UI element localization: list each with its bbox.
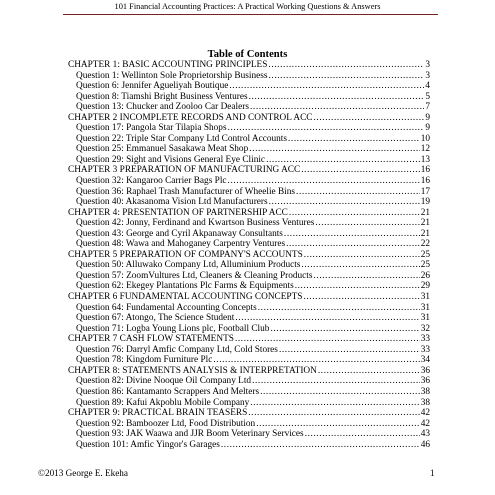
toc-entry-page: 26 [420,270,430,281]
toc-entry-label: Question 36: Raphael Trash Manufacturer of Wheelie Bins [76,186,296,197]
dot-leader [304,250,420,261]
toc-entry-page: 34 [420,355,430,366]
running-header: 101 Financial Accounting Practices: A Practical Working Questions & Answers [114,2,381,11]
toc-question-entry[interactable] [68,176,430,187]
toc-entry-page: 33 [420,344,430,355]
dot-leader [289,208,420,219]
toc-chapter-entry[interactable] [68,113,430,124]
toc-question-entry[interactable] [68,81,430,92]
toc-question-entry[interactable] [68,355,430,366]
toc-entry-label: Question 13: Chucker and Zooloo Car Dealers [76,102,249,113]
toc-entry-page: 17 [420,186,430,197]
dot-leader [270,324,419,335]
toc-entry-page: 21 [420,218,430,229]
dot-leader [269,197,420,208]
toc-chapter-entry[interactable] [68,60,430,71]
toc-entry-label: CHAPTER 4: PRESENTATION OF PARTNERSHIP ACC [68,207,288,218]
toc-entry-label: Question 78: Kingdom Furniture Plc [76,355,213,366]
toc-question-entry[interactable] [68,313,430,324]
dot-leader [268,71,424,82]
toc-question-entry[interactable] [68,155,430,166]
toc-chapter-entry[interactable] [68,250,430,261]
dot-leader [250,102,424,113]
toc-entry-page: 36 [420,365,430,376]
dot-leader [249,92,425,103]
toc-question-entry[interactable] [68,123,430,134]
toc-question-entry[interactable] [68,281,430,292]
toc-question-entry[interactable] [68,429,430,440]
toc-entry-page: 25 [420,260,430,271]
toc-question-entry[interactable] [68,134,430,145]
toc-entry-page: 9 [425,123,430,134]
toc-entry-label: Question 86: Kantamanto Scrappers And Melters [76,386,260,397]
dot-leader [258,303,420,314]
toc-entry-label: Question 50: Alluwako Company Ltd, Alluminium Products [76,260,301,271]
copyright-footer: ©2013 George E. Ekeha [38,468,128,478]
toc-entry-page: 42 [420,408,430,419]
toc-entry-label: Question 76: Darryl Amfic Company Ltd, Cold Stores [76,344,278,355]
dot-leader [313,271,419,282]
toc-entry-label: Question 8: Tiamshi Bright Business Ventures [76,91,248,102]
toc-entry-label: Question 82: Divine Nooque Oil Company Ltd [76,376,252,387]
dot-leader [303,292,419,303]
dot-leader [295,281,420,292]
toc-entry-label: Question 29: Sight and Visions General Eye Clinic [76,154,266,165]
toc-entry-label: Question 89: Kafui Akpoblu Mobile Company [76,397,250,408]
toc-entry-label: Question 25: Emmanuel Sasakawa Meat Shop [76,144,249,155]
toc-entry-page: 21 [420,207,430,218]
toc-question-entry[interactable] [68,239,430,250]
toc-question-entry[interactable] [68,303,430,314]
table-of-contents [68,60,430,450]
toc-question-entry[interactable] [68,260,430,271]
toc-question-entry[interactable] [68,271,430,282]
dot-leader [314,113,425,124]
toc-entry-label: Question 101: Amfic Yingor's Garages [76,439,220,450]
dot-leader [288,134,420,145]
toc-entry-page: 7 [425,102,430,113]
toc-entry-page: 13 [420,154,430,165]
toc-entry-page: 22 [420,239,430,250]
toc-entry-label: Question 92: Bamboozer Ltd, Food Distribution [76,418,256,429]
toc-entry-page: 38 [420,386,430,397]
toc-entry-page: 5 [425,91,430,102]
toc-entry-label: Question 6: Jennifer Agueliyah Boutique [76,81,229,92]
dot-leader [248,408,419,419]
dot-leader [249,144,419,155]
toc-entry-label: Question 93: JAK Waawa and JJR Boom Veterinary Services [76,429,304,440]
dot-leader [235,334,420,345]
toc-question-entry[interactable] [68,197,430,208]
toc-entry-page: 46 [420,439,430,450]
toc-entry-page: 3 [425,60,430,70]
toc-chapter-entry[interactable] [68,366,430,377]
toc-chapter-entry[interactable] [68,334,430,345]
dot-leader [252,376,420,387]
toc-question-entry[interactable] [68,187,430,198]
dot-leader [301,260,419,271]
toc-entry-label: Question 40: Akasanoma Vision Ltd Manufacturers [76,197,268,208]
toc-entry-page: 31 [420,313,430,324]
toc-chapter-entry[interactable] [68,165,430,176]
toc-entry-page: 29 [420,281,430,292]
toc-entry-label: CHAPTER 2 INCOMPLETE RECORDS AND CONTROL ACC [68,112,313,123]
toc-entry-page: 4 [425,81,430,92]
dot-leader [301,165,419,176]
header-rule [63,14,438,15]
toc-entry-label: Question 32: Kangaroo Carrier Bags Plc [76,176,227,187]
dot-leader [228,123,425,134]
toc-entry-label: CHAPTER 8: STATEMENTS ANALYSIS & INTERPRETATION [68,365,317,376]
dot-leader [318,366,420,377]
toc-entry-label: Question 43: George and Cyril Akpanaway Consultants [76,228,283,239]
dot-leader [221,440,420,451]
toc-entry-page: 3 [425,70,430,81]
dot-leader [279,345,420,356]
dot-leader [268,60,424,71]
toc-question-entry[interactable] [68,229,430,240]
dot-leader [256,419,419,430]
toc-chapter-entry[interactable] [68,408,430,419]
dot-leader [229,81,424,92]
dot-leader [315,218,419,229]
toc-entry-page: 31 [420,292,430,303]
toc-entry-page: 10 [420,133,430,144]
dot-leader [284,229,420,240]
toc-question-entry[interactable] [68,440,430,451]
toc-question-entry[interactable] [68,376,430,387]
dot-leader [235,313,419,324]
toc-entry-page: 16 [420,176,430,187]
dot-leader [266,155,420,166]
toc-entry-page: 43 [420,429,430,440]
toc-question-entry[interactable] [68,398,430,409]
toc-entry-label: CHAPTER 3 PREPARATION OF MANUFACTURING ACC [68,165,301,176]
toc-question-entry[interactable] [68,71,430,82]
dot-leader [228,176,420,187]
dot-leader [260,387,420,398]
toc-entry-label: CHAPTER 7 CASH FLOW STATEMENTS [68,334,234,345]
toc-entry-page: 19 [420,197,430,208]
toc-entry-page: 36 [420,376,430,387]
toc-entry-label: Question 42: Jonny, Ferdinand and Kwartson Business Ventures [76,218,315,229]
dot-leader [250,398,419,409]
dot-leader [305,429,420,440]
dot-leader [296,187,420,198]
toc-entry-page: 9 [425,112,430,123]
toc-entry-page: 21 [420,228,430,239]
toc-entry-page: 12 [420,144,430,155]
toc-entry-page: 31 [420,302,430,313]
toc-question-entry[interactable] [68,92,430,103]
toc-entry-page: 38 [420,397,430,408]
toc-entry-label: Question 62: Ekegey Plantations Plc Farms & Equipments [76,281,294,292]
toc-entry-label: Question 48: Wawa and Mahoganey Carpentry Ventures [76,239,286,250]
toc-question-entry[interactable] [68,218,430,229]
toc-entry-label: Question 57: ZoomVultures Ltd, Cleaners & Cleaning Products [76,270,313,281]
toc-entry-label: Question 67: Atongo, The Science Student [76,313,235,324]
toc-chapter-entry[interactable] [68,292,430,303]
toc-entry-page: 16 [420,165,430,176]
toc-chapter-entry[interactable] [68,208,430,219]
toc-question-entry[interactable] [68,387,430,398]
toc-entry-label: Question 71: Logba Young Lions plc, Football Club [76,323,270,334]
toc-question-entry[interactable] [68,144,430,155]
toc-entry-label: Question 22: Triple Star Company Ltd Control Accounts [76,133,287,144]
page-number: 1 [430,468,435,478]
toc-entry-label: CHAPTER 6 FUNDAMENTAL ACCOUNTING CONCEPTS [68,292,303,303]
toc-question-entry[interactable] [68,345,430,356]
toc-entry-label: CHAPTER 5 PREPARATION OF COMPANY'S ACCOUNTS [68,249,303,260]
toc-question-entry[interactable] [68,419,430,430]
toc-entry-page: 25 [420,249,430,260]
toc-entry-page: 33 [420,334,430,345]
toc-question-entry[interactable] [68,324,430,335]
toc-entry-label: CHAPTER 1: BASIC ACCOUNTING PRINCIPLES [68,60,268,70]
toc-entry-label: Question 1: Wellinton Sole Proprietorship Business [76,70,268,81]
toc-entry-page: 42 [420,418,430,429]
toc-entry-label: Question 64: Fundamental Accounting Concepts [76,302,257,313]
toc-question-entry[interactable] [68,102,430,113]
toc-entry-page: 32 [420,323,430,334]
dot-leader [286,239,420,250]
dot-leader [213,355,419,366]
toc-title: Table of Contents [207,49,288,60]
toc-entry-label: CHAPTER 9: PRACTICAL BRAIN TEASERS [68,408,248,419]
toc-entry-label: Question 17: Pangola Star Tilapia Shops [76,123,227,134]
